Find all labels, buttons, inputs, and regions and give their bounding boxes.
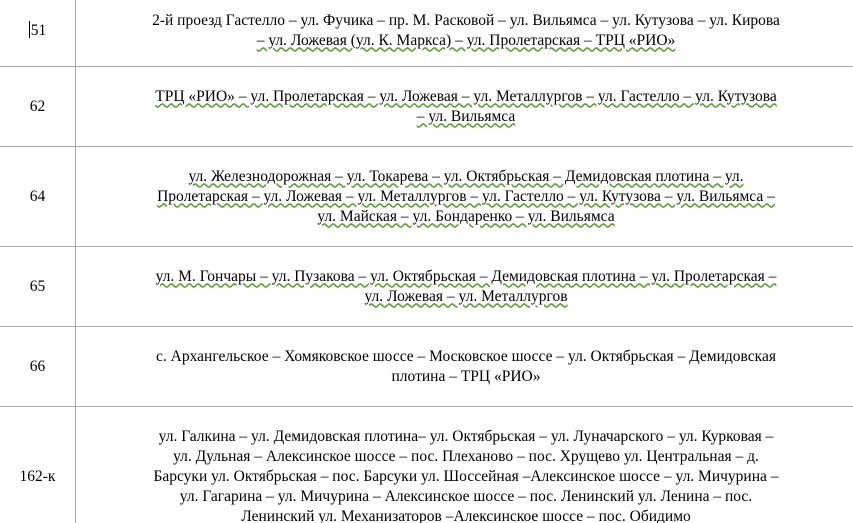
route-line: ул. Галкина – ул. Демидовская плотина– ул. Октябрьская – ул. Луначарского – ул. Курковая – [158,427,774,445]
route-description-cell[interactable] [76,407,853,523]
route-line: ТРЦ «РИО» – ул. Пролетарская – ул. Ложевая – ул. Металлургов – ул. Гастелло – ул. Кутузова [155,87,777,105]
route-line: Барсуки ул. Октябрьская – пос. Барсуки ул. Шоссейная –Алексинское шоссе – ул. Мичурина – [153,467,779,485]
route-line: ул. Гагарина – ул. Мичурина – Алексинское шоссе – пос. Ленинский ул. Ленина – пос. [179,487,753,505]
route-number: 66 [29,357,46,375]
route-line: 2-й проезд Гастелло – ул. Фучика – пр. М. Расковой – ул. Вильямса – ул. Кутузова – ул. Кирова [152,11,780,29]
route-line: ул. М. Гончары – ул. Пузакова – ул. Октябрьская – Демидовская плотина – ул. Пролетарская – [155,267,777,285]
route-number: 64 [29,187,46,205]
route-number-cell[interactable] [0,407,76,523]
route-description-cell[interactable] [76,327,853,407]
route-number-cell[interactable] [0,247,76,327]
text-cursor [29,21,30,38]
route-description-cell[interactable] [76,0,853,67]
route-number-cell[interactable] [0,67,76,147]
route-line: ул. Железнодорожная – ул. Токарева – ул. Октябрьская – Демидовская плотина – ул. [188,167,744,185]
route-number: 162-к [19,467,56,485]
route-line: ул. Ложевая – ул. Металлургов [364,287,568,305]
table-row [0,247,853,327]
route-description-cell[interactable] [76,67,853,147]
route-number-cell[interactable] [0,147,76,247]
table-row [0,67,853,147]
route-number: 65 [29,277,46,295]
table-row [0,327,853,407]
route-line: – ул. Ложевая (ул. К. Маркса) – ул. Пролетарская – ТРЦ «РИО» [256,31,676,49]
route-description-cell[interactable] [76,247,853,327]
route-number: 62 [29,97,46,115]
route-line: – ул. Вильямса [416,107,516,125]
route-number-cell[interactable] [0,327,76,407]
table-row [0,407,853,523]
route-line: плотина – ТРЦ «РИО» [391,367,541,385]
route-line: ул. Дульная – Алексинское шоссе – пос. Плеханово – пос. Хрущево ул. Центральная – д. [173,447,759,465]
route-line: с. Архангельское – Хомяковское шоссе – Московское шоссе – ул. Октябрьская – Демидовская [156,347,776,365]
table-row [0,147,853,247]
route-line: ул. Майская – ул. Бондаренко – ул. Вильямса [317,207,615,225]
route-description-cell[interactable] [76,147,853,247]
route-line: Пролетарская – ул. Ложевая – ул. Металлургов – ул. Гастелло – ул. Кутузова – ул. Вильямса – [157,187,775,205]
route-line: Ленинский ул. Механизаторов –Алексинское шоссе – пос. Обидимо [241,507,691,523]
route-number-cell[interactable] [0,0,76,67]
route-number: 51 [30,21,47,39]
table-row [0,0,853,67]
